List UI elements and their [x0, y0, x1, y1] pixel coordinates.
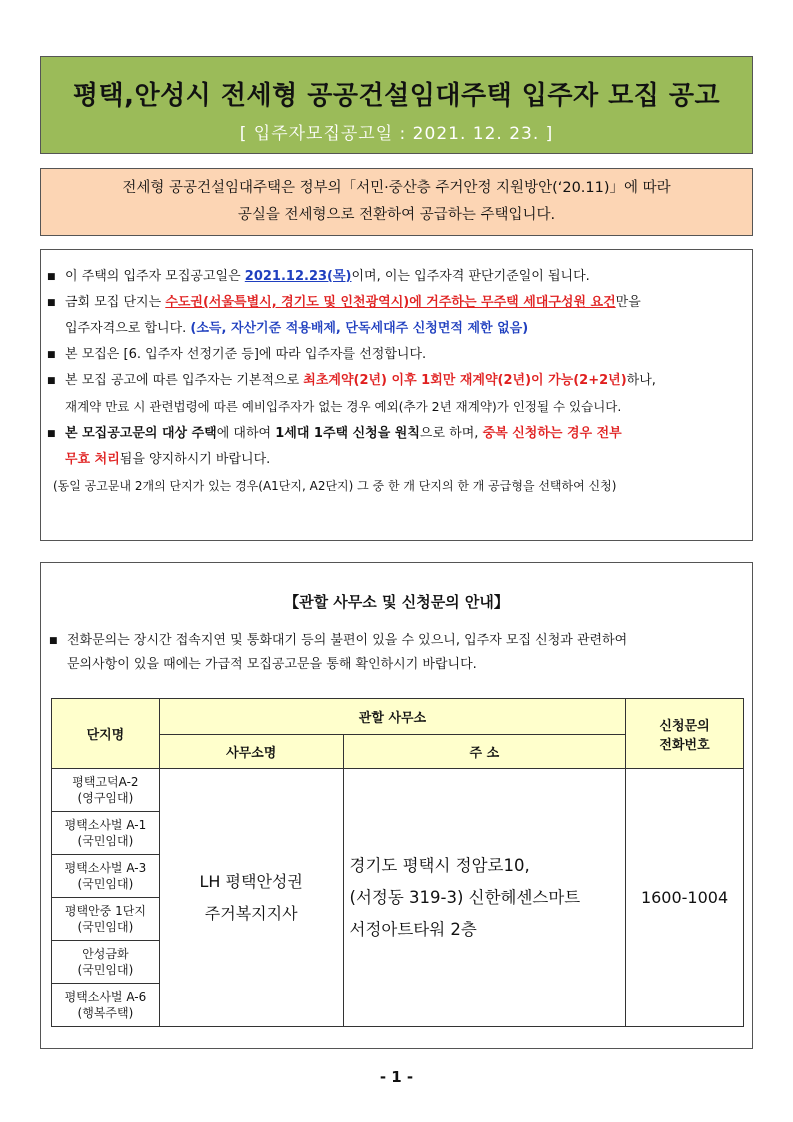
notice-text: 이 주택의 입주자 모집공고일은 — [65, 269, 245, 284]
header-phone — [626, 699, 744, 769]
notice-text: (동일 공고문내 2개의 단지가 있는 경우(A1단지, A2단지) 그 중 한 개 단지의 한 개 공급형을 선택하여 신청) — [53, 479, 617, 493]
office-note — [49, 629, 744, 677]
notice-item — [47, 368, 746, 421]
complex-type: (국민임대) — [77, 834, 134, 848]
office-table — [51, 698, 744, 1027]
notice-text: 에 대하여 — [216, 426, 276, 441]
notice-contract-highlight: 최초계약(2년) 이후 1회만 재계약(2년)이 가능(2+2년) — [303, 373, 627, 388]
header-phone-line-2: 전화번호 — [659, 737, 710, 753]
notice-text: 본 모집 공고에 따른 입주자는 기본적으로 — [65, 373, 304, 388]
page-title: 평택,안성시 전세형 공공건설임대주택 입주자 모집 공고 — [72, 81, 721, 111]
title-banner — [40, 56, 753, 154]
office-name-line-1: LH 평택안성권 — [199, 871, 303, 891]
complex-cell — [52, 812, 160, 855]
notice-exemption-highlight: (소득, 자산기준 적용배제, 단독세대주 신청면적 제한 없음) — [190, 321, 529, 336]
complex-type: (국민임대) — [77, 877, 134, 891]
notice-item — [47, 342, 746, 368]
complex-cell — [52, 984, 160, 1027]
header-phone-line-1: 신청문의 — [659, 718, 710, 734]
complex-name: 평택소사벌 A-1 — [64, 818, 147, 832]
office-box — [40, 562, 753, 1049]
header-complex: 단지명 — [52, 699, 160, 769]
complex-type: (행복주택) — [77, 1006, 134, 1020]
notice-text: 됨을 양지하시기 바랍니다. — [119, 452, 271, 467]
page-number: - 1 - — [379, 1068, 414, 1086]
complex-name: 평택소사벌 A-3 — [64, 861, 147, 875]
intro-line-2: 공실을 전세형으로 전환하여 공급하는 주택입니다. — [237, 207, 556, 223]
header-address: 주 소 — [343, 735, 626, 769]
notice-text: 1세대 1주택 신청을 원칙 — [275, 426, 420, 441]
complex-type: (영구임대) — [77, 791, 134, 805]
notice-item — [47, 473, 746, 500]
notice-text: 입주자격으로 합니다. — [65, 321, 191, 336]
notice-text: 이며, 이는 입주자격 판단기준일이 됩니다. — [351, 269, 590, 284]
notice-text: 으로 하며, — [419, 426, 483, 441]
address-line-2: (서정동 319-3) 신한헤센스마트 — [349, 887, 581, 907]
complex-name: 평택소사벌 A-6 — [64, 990, 147, 1004]
notice-item — [47, 290, 746, 342]
address-line-3: 서정아트타워 2층 — [349, 919, 477, 939]
complex-name: 안성금화 — [82, 947, 129, 961]
notice-requirement-highlight: 수도권(서울특별시, 경기도 및 인천광역시)에 거주하는 무주택 세대구성원 요건 — [165, 295, 616, 310]
notice-duplicate-highlight: 중복 신청하는 경우 전부 — [482, 426, 622, 441]
office-note-line-1: ■ 전화문의는 장시간 접속지연 및 통화대기 등의 불편이 있을 수 있으니, 입주자 모집 신청과 관련하여 — [67, 633, 628, 648]
complex-cell — [52, 898, 160, 941]
complex-cell — [52, 769, 160, 812]
notice-list — [41, 250, 752, 500]
office-name-cell — [159, 769, 343, 1027]
office-note-line-2: 문의사항이 있을 때에는 가급적 모집공고문을 통해 확인하시기 바랍니다. — [67, 657, 477, 672]
complex-type: (국민임대) — [77, 963, 134, 977]
complex-name: 평택고덕A-2 — [72, 775, 139, 789]
phone-cell: 1600-1004 — [626, 769, 744, 1027]
notice-text: 본 모집은 [6. 입주자 선정기준 등]에 따라 입주자를 선정합니다. — [65, 347, 427, 362]
address-cell — [343, 769, 626, 1027]
complex-cell — [52, 855, 160, 898]
complex-cell — [52, 941, 160, 984]
intro-box — [40, 168, 753, 236]
notice-text: 재계약 만료 시 관련법령에 따른 예비입주자가 없는 경우 예외(추가 2년 재계약)가 인정될 수 있습니다. — [65, 399, 622, 414]
office-name-line-2: 주거복지지사 — [204, 903, 298, 923]
header-office-name: 사무소명 — [159, 735, 343, 769]
notice-date-highlight: 2021.12.23(목) — [244, 269, 352, 284]
notice-item — [47, 264, 746, 290]
notice-text: 만을 — [615, 295, 641, 310]
office-heading: 【관할 사무소 및 신청문의 안내】 — [284, 593, 509, 611]
address-line-1: 경기도 평택시 정암로10, — [349, 855, 530, 875]
notice-invalid-highlight: 무효 처리 — [65, 452, 120, 467]
notice-item — [47, 421, 746, 473]
notice-text: 금회 모집 단지는 — [65, 295, 166, 310]
notice-text: 하나, — [626, 373, 656, 388]
complex-type: (국민임대) — [77, 920, 134, 934]
intro-line-1: 전세형 공공건설임대주택은 정부의「서민·중산층 주거안정 지원방안(‘20.11)」에 따라 — [122, 180, 671, 196]
complex-name: 평택안중 1단지 — [64, 904, 146, 918]
announcement-date: [ 입주자모집공고일 : 2021. 12. 23. ] — [239, 124, 554, 144]
header-office-group: 관할 사무소 — [159, 699, 625, 735]
notice-text: 본 모집공고문의 대상 주택 — [65, 426, 217, 441]
notice-box — [40, 249, 753, 541]
